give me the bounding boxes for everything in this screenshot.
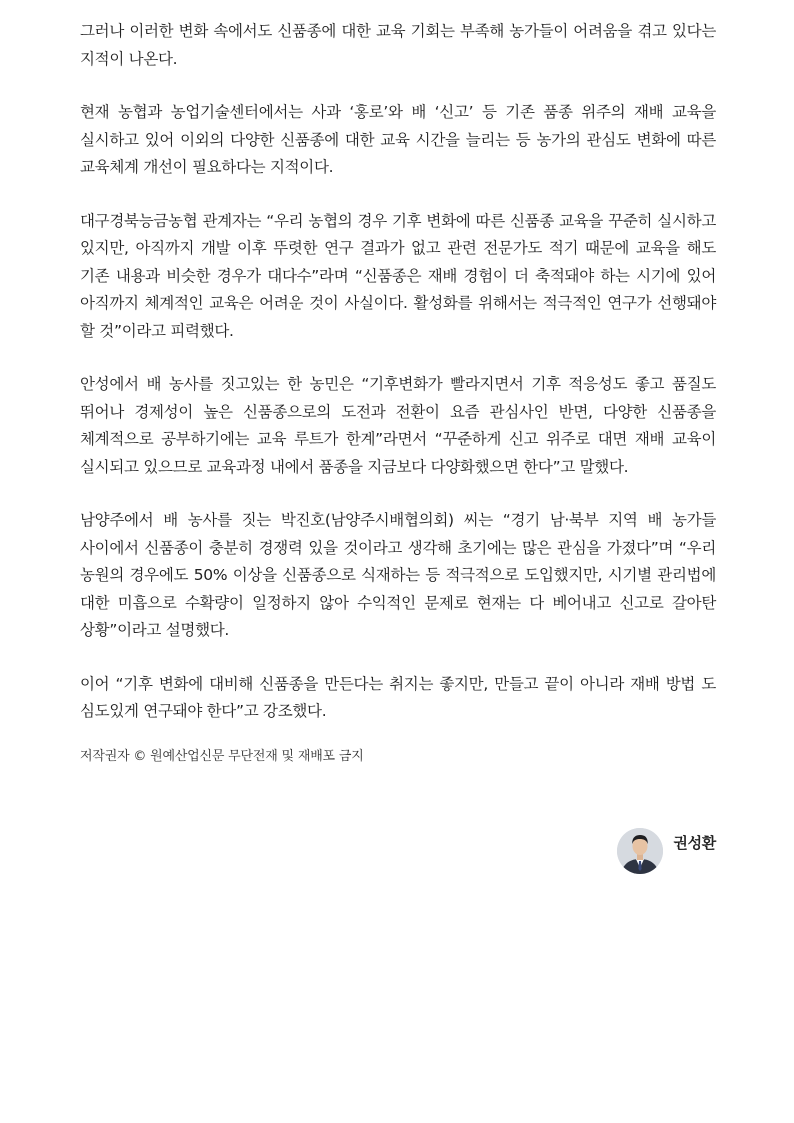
article-paragraph-4: 안성에서 배 농사를 짓고있는 한 농민은 “기후변화가 빨라지면서 기후 적응성도 좋고 품질도 뛰어나 경제성이 높은 신품종으로의 도전과 전환이 요즘 관심사인 반면, 다양한 신품종을 체계적으로 공부하기에는 교육 루트가 한계”라면서 “꾸준하게 신고 위주로 대면 재배 교육이 실시되고 있으므로 교육과정 내에서 품종을 지금보다 다양화했으면 한다”고 말했다.: [80, 375, 716, 476]
article-paragraph-5: 남양주에서 배 농사를 짓는 박진호(남양주시배협의회) 씨는 “경기 남·북부 지역 배 농가들 사이에서 신품종이 충분히 경쟁력 있을 것이라고 생각해 초기에는 많은 관심을 가졌다”며 “우리 농원의 경우에도 50% 이상을 신품종으로 식재하는 등 적극적으로 도입했지만, 시기별 관리법에 대한 미흡으로 수확량이 일정하지 않아 수익적인 문제로 현재는 다 베어내고 신고로 갈아탄 상황”이라고 설명했다.: [80, 511, 716, 639]
article-paragraph-6: 이어 “기후 변화에 대비해 신품종을 만든다는 취지는 좋지만, 만들고 끝이 아니라 재배 방법 도 심도있게 연구돼야 한다”고 강조했다.: [80, 674, 716, 720]
article-paragraph-3: 대구경북능금농협 관계자는 “우리 농협의 경우 기후 변화에 따른 신품종 교육을 꾸준히 실시하고 있지만, 아직까지 개발 이후 뚜렷한 연구 결과가 없고 관련 전문가도 적기 때문에 교육을 해도 기존 내용과 비슷한 경우가 대다수”라며 “신품종은 재배 경험이 더 축적돼야 하는 시기에 있어 아직까지 체계적인 교육은 어려운 것이 사실이다. 활성화를 위해서는 적극적인 연구가 선행돼야 할 것”이라고 피력했다.: [80, 211, 716, 340]
author-name: 권성환: [673, 834, 716, 852]
copyright-notice: 저작권자 © 원예산업신문 무단전재 및 재배포 금지: [80, 748, 364, 764]
person-avatar-icon: [617, 828, 663, 874]
reporter-photo[interactable]: [617, 828, 663, 874]
article-paragraph-1: 그러나 이러한 변화 속에서도 신품종에 대한 교육 기회는 부족해 농가들이 어려움을 겪고 있다는 지적이 나온다.: [80, 22, 716, 68]
author-byline[interactable]: [617, 828, 716, 874]
article-body: [80, 18, 716, 766]
article-paragraph-2: 현재 농협과 농업기술센터에서는 사과 ‘홍로’와 배 ‘신고’ 등 기존 품종 위주의 재배 교육을 실시하고 있어 이외의 다양한 신품종에 대한 교육 시간을 늘리는 등 농가의 관심도 변화에 따른 교육체계 개선이 필요하다는 지적이다.: [80, 103, 716, 176]
